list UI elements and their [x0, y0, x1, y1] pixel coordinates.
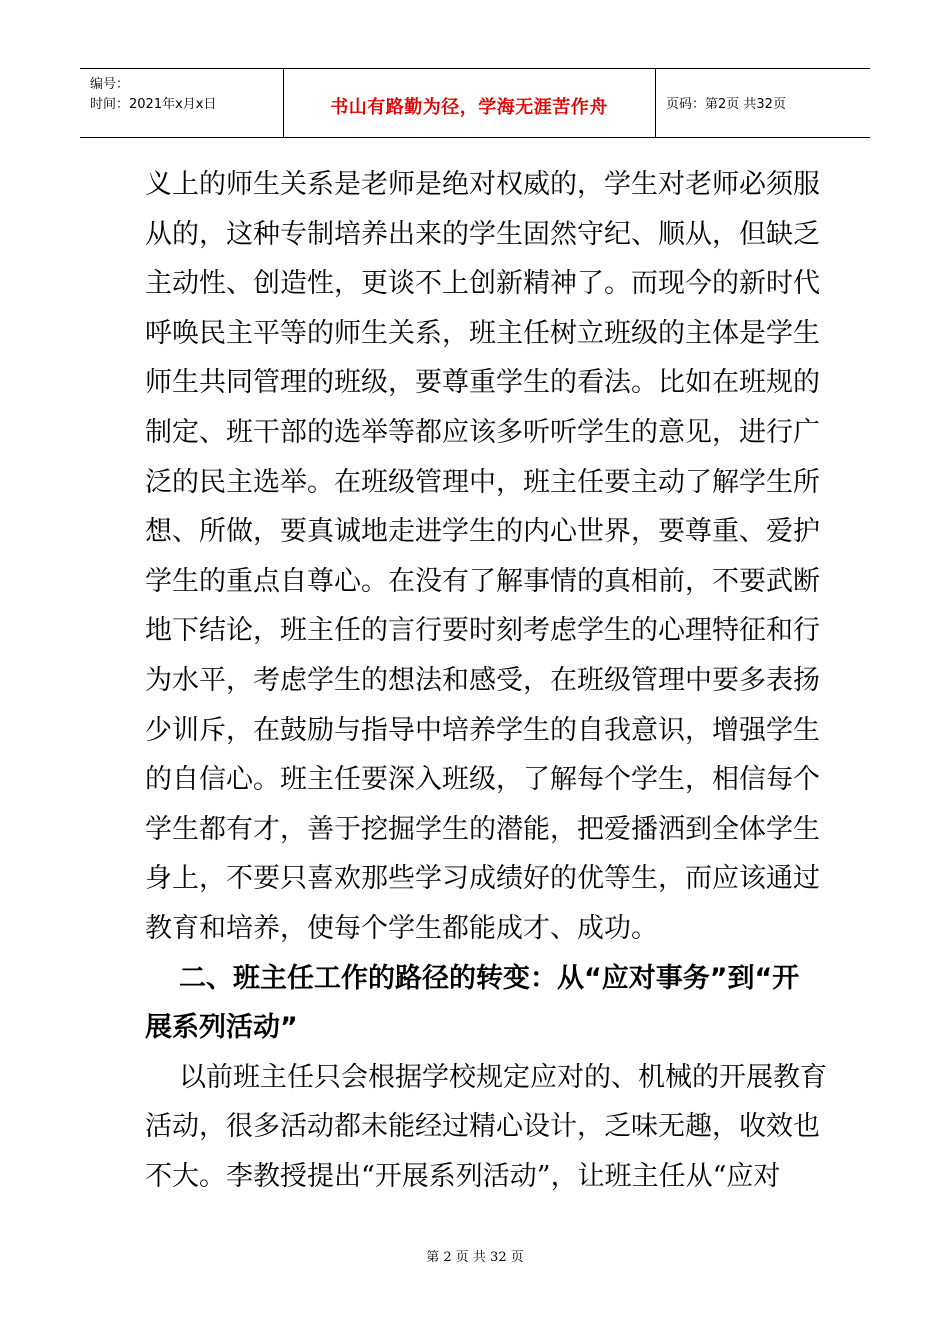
body-line: 制定、班干部的选举等都应该多听听学生的意见，进行广: [145, 416, 820, 448]
body-line: 学生都有才，善于挖掘学生的潜能，把爱播洒到全体学生: [145, 813, 820, 845]
body-line: 少训斥，在鼓励与指导中培养学生的自我意识，增强学生: [145, 714, 820, 746]
body-line: 从的，这种专制培养出来的学生固然守纪、顺从，但缺乏: [145, 218, 820, 250]
document-body: [145, 160, 827, 1201]
body-line: 地下结论，班主任的言行要时刻考虑学生的心理特征和行: [145, 615, 820, 647]
header-right-cell: [656, 69, 870, 137]
body-line: 呼唤民主平等的师生关系，班主任树立班级的主体是学生: [145, 317, 820, 349]
body-line: 主动性、创造性，更谈不上创新精神了。而现今的新时代: [145, 268, 820, 300]
body-line: 活动，很多活动都未能经过精心设计，乏味无趣，收效也: [145, 1111, 820, 1143]
body-line: 为水平，考虑学生的想法和感受，在班级管理中要多表扬: [145, 664, 820, 696]
header-motto-cell: [283, 69, 656, 137]
body-line: 义上的师生关系是老师是绝对权威的，学生对老师必须服: [145, 169, 820, 200]
body-line: 泛的民主选举。在班级管理中，班主任要主动了解学生所: [145, 466, 820, 498]
document-number-label: 编号：: [90, 77, 130, 92]
header-motto: 书山有路勤为径，学海无涯苦作舟: [330, 97, 608, 118]
header-page-info: 页码：第2页 共32页: [666, 97, 786, 112]
body-line: 学生的重点自尊心。在没有了解事情的真相前，不要武断: [145, 565, 820, 597]
header-left-cell: [80, 69, 284, 137]
body-line: 不大。李教授提出“开展系列活动”，让班主任从“应对: [145, 1160, 781, 1192]
body-line: 的自信心。班主任要深入班级，了解每个学生，相信每个: [145, 764, 820, 796]
body-line: 以前班主任只会根据学校规定应对的、机械的开展教育: [179, 1061, 827, 1093]
section-heading-line: 二、班主任工作的路径的转变：从“应对事务”到“开: [179, 962, 800, 994]
page-footer: 第 2 页 共 32 页: [426, 1250, 524, 1265]
page-header: [80, 68, 870, 138]
body-line: 教育和培养，使每个学生都能成才、成功。: [145, 912, 658, 944]
body-line: 身上，不要只喜欢那些学习成绩好的优等生，而应该通过: [145, 863, 820, 895]
body-line: 想、所做，要真诚地走进学生的内心世界，要尊重、爱护: [145, 516, 820, 548]
section-heading-line: 展系列活动”: [145, 1012, 298, 1044]
document-date: 时间：2021年x月x日: [90, 97, 217, 112]
body-line: 师生共同管理的班级，要尊重学生的看法。比如在班规的: [145, 367, 820, 399]
